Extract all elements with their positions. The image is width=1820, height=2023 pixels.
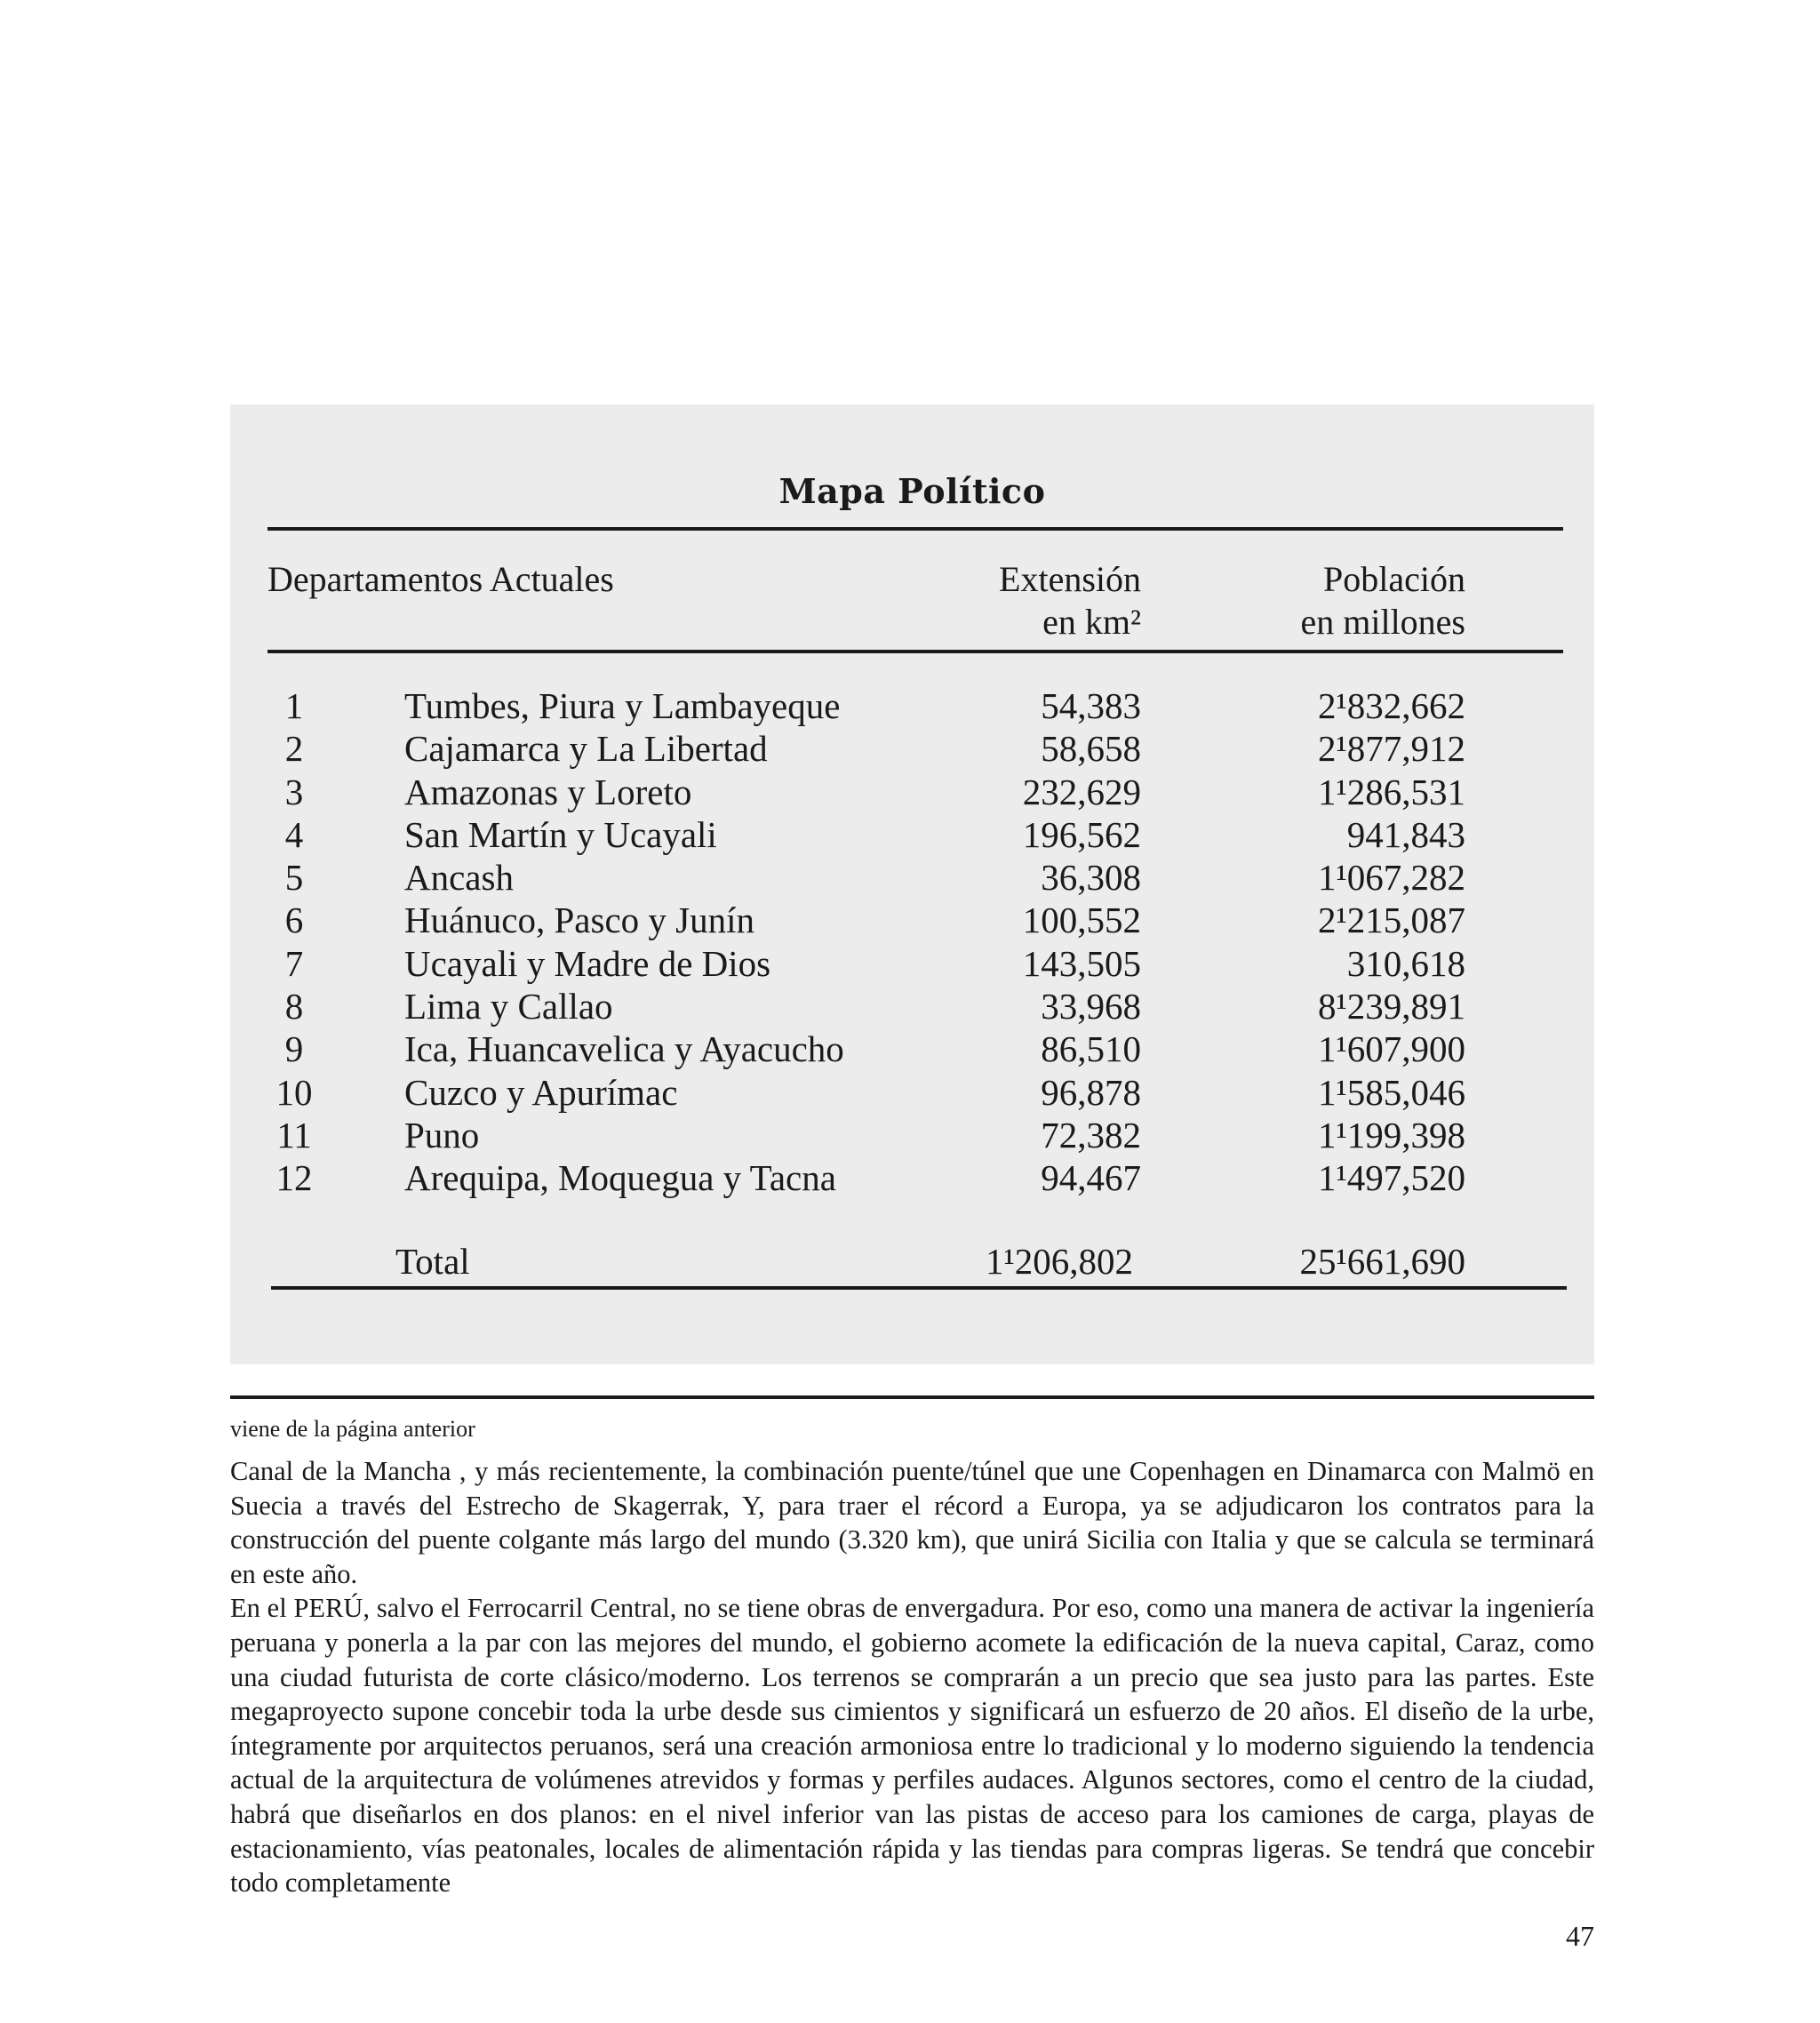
total-population: 25¹661,690: [1299, 1241, 1465, 1282]
table-row: [230, 1156, 1594, 1199]
row-population: 941,843: [1346, 813, 1465, 855]
table-total-row: [230, 1240, 1594, 1283]
row-number: 6: [284, 900, 304, 941]
header-population-line2: en millones: [1300, 602, 1465, 642]
row-extension: 94,467: [1041, 1157, 1141, 1199]
row-number: 7: [284, 942, 304, 984]
row-population: 1¹286,531: [1317, 771, 1465, 812]
row-extension: 36,308: [1041, 857, 1141, 899]
row-department: Amazonas y Loreto: [404, 771, 692, 812]
row-number: 5: [284, 857, 304, 899]
row-department: Lima y Callao: [404, 986, 613, 1027]
row-department: San Martín y Ucayali: [404, 813, 717, 855]
row-extension: 100,552: [1022, 900, 1141, 941]
table-top-rule: [267, 527, 1563, 531]
table-row: [230, 985, 1594, 1027]
text-section-rule: [230, 1395, 1594, 1399]
row-department: Cajamarca y La Libertad: [404, 728, 768, 770]
row-extension: 196,562: [1022, 813, 1141, 855]
table-header-rule: [267, 650, 1563, 653]
row-population: 1¹199,398: [1317, 1114, 1465, 1155]
row-department: Huánuco, Pasco y Junín: [404, 900, 755, 941]
table-row: [230, 899, 1594, 941]
row-population: 310,618: [1346, 942, 1465, 984]
row-number: 10: [275, 1071, 313, 1113]
table-row: [230, 771, 1594, 813]
table-row: [230, 1071, 1594, 1114]
row-population: 2¹832,662: [1317, 685, 1465, 726]
row-number: 4: [284, 813, 304, 855]
table-body: [230, 684, 1594, 1200]
row-department: Tumbes, Piura y Lambayeque: [404, 685, 841, 726]
table-row: [230, 1027, 1594, 1070]
row-extension: 96,878: [1041, 1071, 1141, 1113]
row-extension: 33,968: [1041, 986, 1141, 1027]
row-department: Puno: [404, 1114, 480, 1155]
header-extension-line2: en km²: [1042, 602, 1141, 642]
row-department: Ucayali y Madre de Dios: [404, 942, 771, 984]
paragraph: En el PERÚ, salvo el Ferrocarril Central, no se tiene obras de envergadura. Por eso, como una manera de activar la ingeniería peruana y ponerla a la par con las mejores del mundo, el gobierno acomete la edificación de la nueva capital, Caraz, como una ciudad futurista de corte clásico/moderno. Los terrenos se comprarán a un precio que sea justo para las partes. Este megaproyecto supone concebir toda la urbe desde sus cimientos y significará un esfuerzo de 20 años. El diseño de la urbe, íntegramente por arquitectos peruanos, será una creación armoniosa entre lo tradicional y lo moderno siguiendo la tendencia actual de la arquitectura de volúmenes atrevidos y formas y perfiles audaces. Algunos sectores, como el centro de la ciudad, habrá que diseñarlos en dos planos: en el nivel inferior van las pistas de acceso para los camiones de carga, playas de estacionamiento, vías peatonales, locales de alimentación rápida y las tiendas para compras ligeras. Se tendrá que concebir todo completamente: [230, 1593, 1594, 1899]
row-population: 1¹585,046: [1317, 1071, 1465, 1113]
row-population: 2¹215,087: [1317, 900, 1465, 941]
row-number: 11: [276, 1114, 312, 1155]
header-extension-line1: Extensión: [999, 559, 1141, 599]
row-department: Arequipa, Moquegua y Tacna: [404, 1157, 836, 1199]
row-extension: 86,510: [1041, 1028, 1141, 1070]
row-department: Ica, Huancavelica y Ayacucho: [404, 1028, 844, 1070]
header-departments: Departamentos Actuales: [267, 559, 614, 599]
row-population: 1¹497,520: [1317, 1157, 1465, 1199]
row-extension: 54,383: [1041, 685, 1141, 726]
table-row: [230, 813, 1594, 856]
row-extension: 143,505: [1022, 942, 1141, 984]
row-department: Cuzco y Apurímac: [404, 1071, 678, 1113]
table-row: [230, 942, 1594, 985]
header-population-line1: Población: [1323, 559, 1465, 599]
table-row: [230, 727, 1594, 770]
table-bottom-rule: [271, 1286, 1567, 1290]
table-row: [230, 856, 1594, 899]
row-number: 8: [284, 986, 304, 1027]
row-number: 2: [284, 728, 304, 770]
total-extension: 1¹206,802: [985, 1241, 1133, 1282]
row-number: 9: [284, 1028, 304, 1070]
body-text: [230, 1454, 1594, 1900]
row-population: 2¹877,912: [1317, 728, 1465, 770]
table-row: [230, 1114, 1594, 1156]
table-title: Mapa Político: [778, 471, 1046, 511]
row-population: 8¹239,891: [1317, 986, 1465, 1027]
row-population: 1¹067,282: [1317, 857, 1465, 899]
row-extension: 72,382: [1041, 1114, 1141, 1155]
row-number: 12: [275, 1157, 313, 1199]
row-population: 1¹607,900: [1317, 1028, 1465, 1070]
page-number: 47: [1566, 1920, 1594, 1952]
table-row: [230, 684, 1594, 727]
row-number: 3: [284, 771, 304, 812]
continued-note: viene de la página anterior: [230, 1416, 475, 1442]
row-extension: 232,629: [1022, 771, 1141, 812]
row-department: Ancash: [404, 857, 514, 899]
row-extension: 58,658: [1041, 728, 1141, 770]
political-map-table: [230, 404, 1594, 1364]
row-number: 1: [284, 685, 304, 726]
paragraph: Canal de la Mancha , y más recientemente, la combinación puente/túnel que une Copenhagen en Dinamarca con Malmö en Suecia a través del Estrecho de Skagerrak, Y, para traer el récord a Europa, ya se adjudicaron los contratos para la construcción del puente colgante más largo del mundo (3.320 km), que unirá Sicilia con Italia y que se calcula se terminará en este año.: [230, 1456, 1594, 1589]
total-label: Total: [395, 1241, 470, 1282]
